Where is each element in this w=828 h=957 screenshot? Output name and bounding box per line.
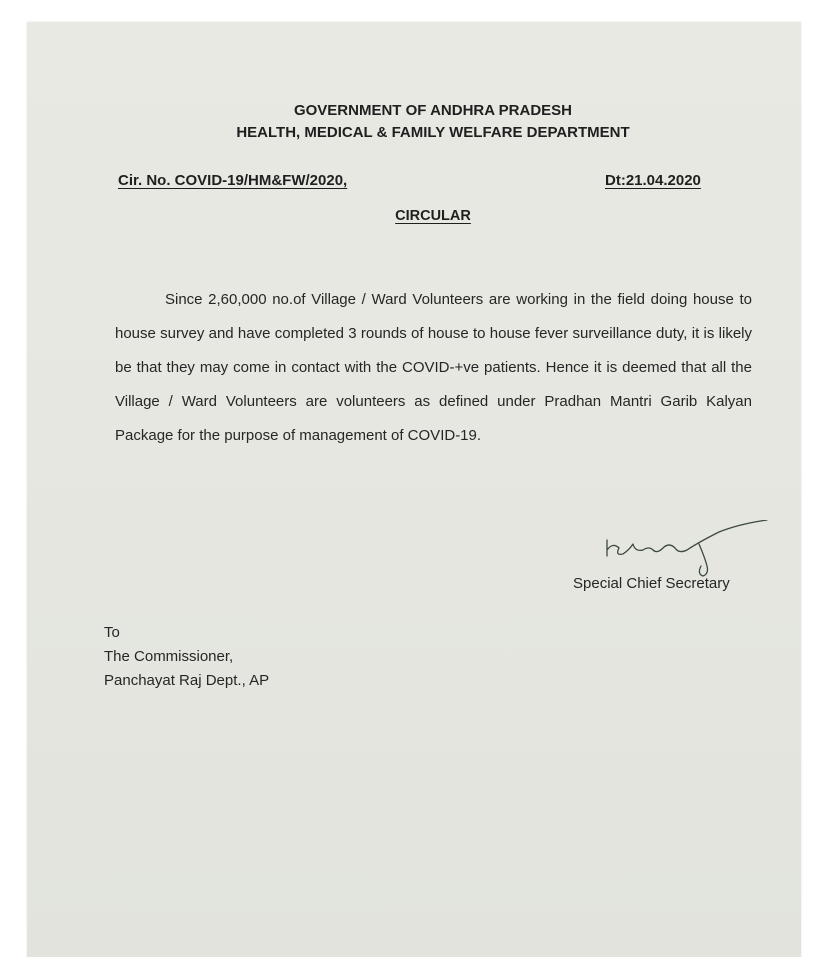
circular-body: Since 2,60,000 no.of Village / Ward Volunteers are working in the field doing house to house survey and have completed 3 rounds of house to house fever surveillance duty, it is likely be that they may come in contact with the COVID-+ve patients. Hence it is deemed that all the Village / Ward Volunteers are volunteers as defined under Pradhan Mantri Garib Kalyan Package for the purpose of management of COVID-19.: [115, 291, 752, 444]
circular-title: CIRCULAR: [395, 208, 471, 224]
circular-number: Cir. No. COVID-19/HM&FW/2020,: [118, 172, 348, 189]
addressee-to: To: [104, 624, 120, 641]
circular-date: Dt:21.04.2020: [605, 172, 701, 189]
header-government: GOVERNMENT OF ANDHRA PRADESH: [293, 102, 573, 119]
addressee-line1: The Commissioner,: [104, 648, 234, 665]
signature-scribble: [599, 520, 789, 580]
header-department: HEALTH, MEDICAL & FAMILY WELFARE DEPARTMENT: [236, 124, 630, 141]
addressee-line2: Panchayat Raj Dept., AP: [104, 672, 270, 689]
signatory-title: Special Chief Secretary: [573, 575, 730, 592]
document-page: [27, 22, 801, 957]
addressee-block: [104, 621, 269, 693]
